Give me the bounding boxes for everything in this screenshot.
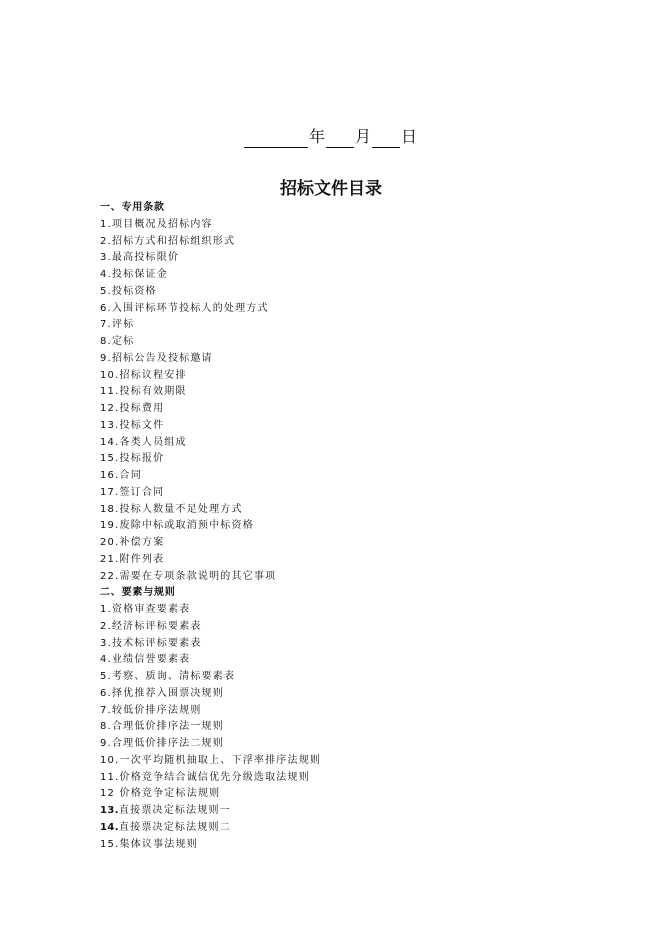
list-item: 7.评标 [100, 319, 135, 331]
list-item: 15.集体议事法规则 [100, 838, 198, 850]
day-blank [372, 129, 400, 148]
list-item: 17.签订合同 [100, 486, 165, 498]
list-item: 12 价格竞争定标法规则 [100, 788, 221, 800]
list-item: 6.入围评标环节投标人的处理方式 [100, 302, 269, 314]
list-item-text: 直接票决定标法规则一 [118, 805, 231, 816]
list-item: 8.定标 [100, 336, 135, 347]
list-item: 3.最高投标限价 [100, 252, 180, 264]
list-item [100, 803, 620, 820]
list-item: 10.招标议程安排 [100, 369, 187, 381]
list-item: 1.项目概况及招标内容 [100, 218, 213, 230]
list-item: 2.经济标评标要素表 [100, 620, 202, 632]
list-item: 15.投标报价 [100, 453, 165, 465]
list-item: 11.价格竞争结合诚信优先分级选取法规则 [100, 771, 310, 783]
list-item: 1.资格审查要素表 [100, 604, 191, 615]
list-item: 20.补偿方案 [100, 537, 165, 548]
list-item: 4.投标保证金 [100, 269, 168, 280]
list-item-number: 13. [100, 805, 119, 816]
list-item: 9.合理低价排序法二规则 [100, 738, 224, 749]
list-item: 22.需要在专项条款说明的其它事项 [100, 570, 277, 582]
list-item-number: 14. [100, 821, 119, 833]
list-item: 16.合同 [100, 470, 142, 481]
list-item [100, 820, 620, 837]
list-item: 7.较低价排序法规则 [100, 704, 202, 716]
section-heading-special-terms: 一、专用条款 [100, 202, 165, 213]
day-label: 日 [401, 127, 418, 146]
list-item: 6.择优推荐入围票决规则 [100, 687, 224, 699]
year-label: 年 [308, 127, 325, 146]
list-item: 21.附件列表 [100, 553, 165, 565]
list-item: 4.业绩信誉要素表 [100, 654, 191, 666]
list-item: 5.投标资格 [100, 285, 157, 297]
list-item: 5.考察、质询、清标要素表 [100, 671, 236, 682]
page-title: 招标文件目录 [280, 179, 382, 199]
list-item: 19.废除中标或取消预中标资格 [100, 520, 254, 532]
list-item: 18.投标人数量不足处理方式 [100, 503, 243, 515]
section-heading-elements-rules: 二、要素与规则 [100, 587, 176, 599]
list-item: 8.合理低价排序法一规则 [100, 721, 224, 733]
list-item: 13.投标文件 [100, 419, 165, 431]
table-of-contents [100, 200, 620, 853]
list-item: 3.技术标评标要素表 [100, 637, 202, 649]
year-blank [244, 129, 308, 148]
month-blank [326, 129, 354, 148]
list-item-text: 直接票决定标法规则二 [118, 821, 231, 833]
list-item: 12.投标费用 [100, 403, 165, 414]
list-item: 2.招标方式和招标组织形式 [100, 235, 236, 247]
month-label: 月 [354, 127, 371, 146]
list-item: 14.各类人员组成 [100, 436, 187, 448]
date-line [0, 126, 662, 148]
list-item: 9.招标公告及投标邀请 [100, 352, 213, 364]
list-item: 10.一次平均随机抽取上、下浮率排序法规则 [100, 754, 322, 766]
list-item: 11.投标有效期限 [100, 386, 187, 398]
